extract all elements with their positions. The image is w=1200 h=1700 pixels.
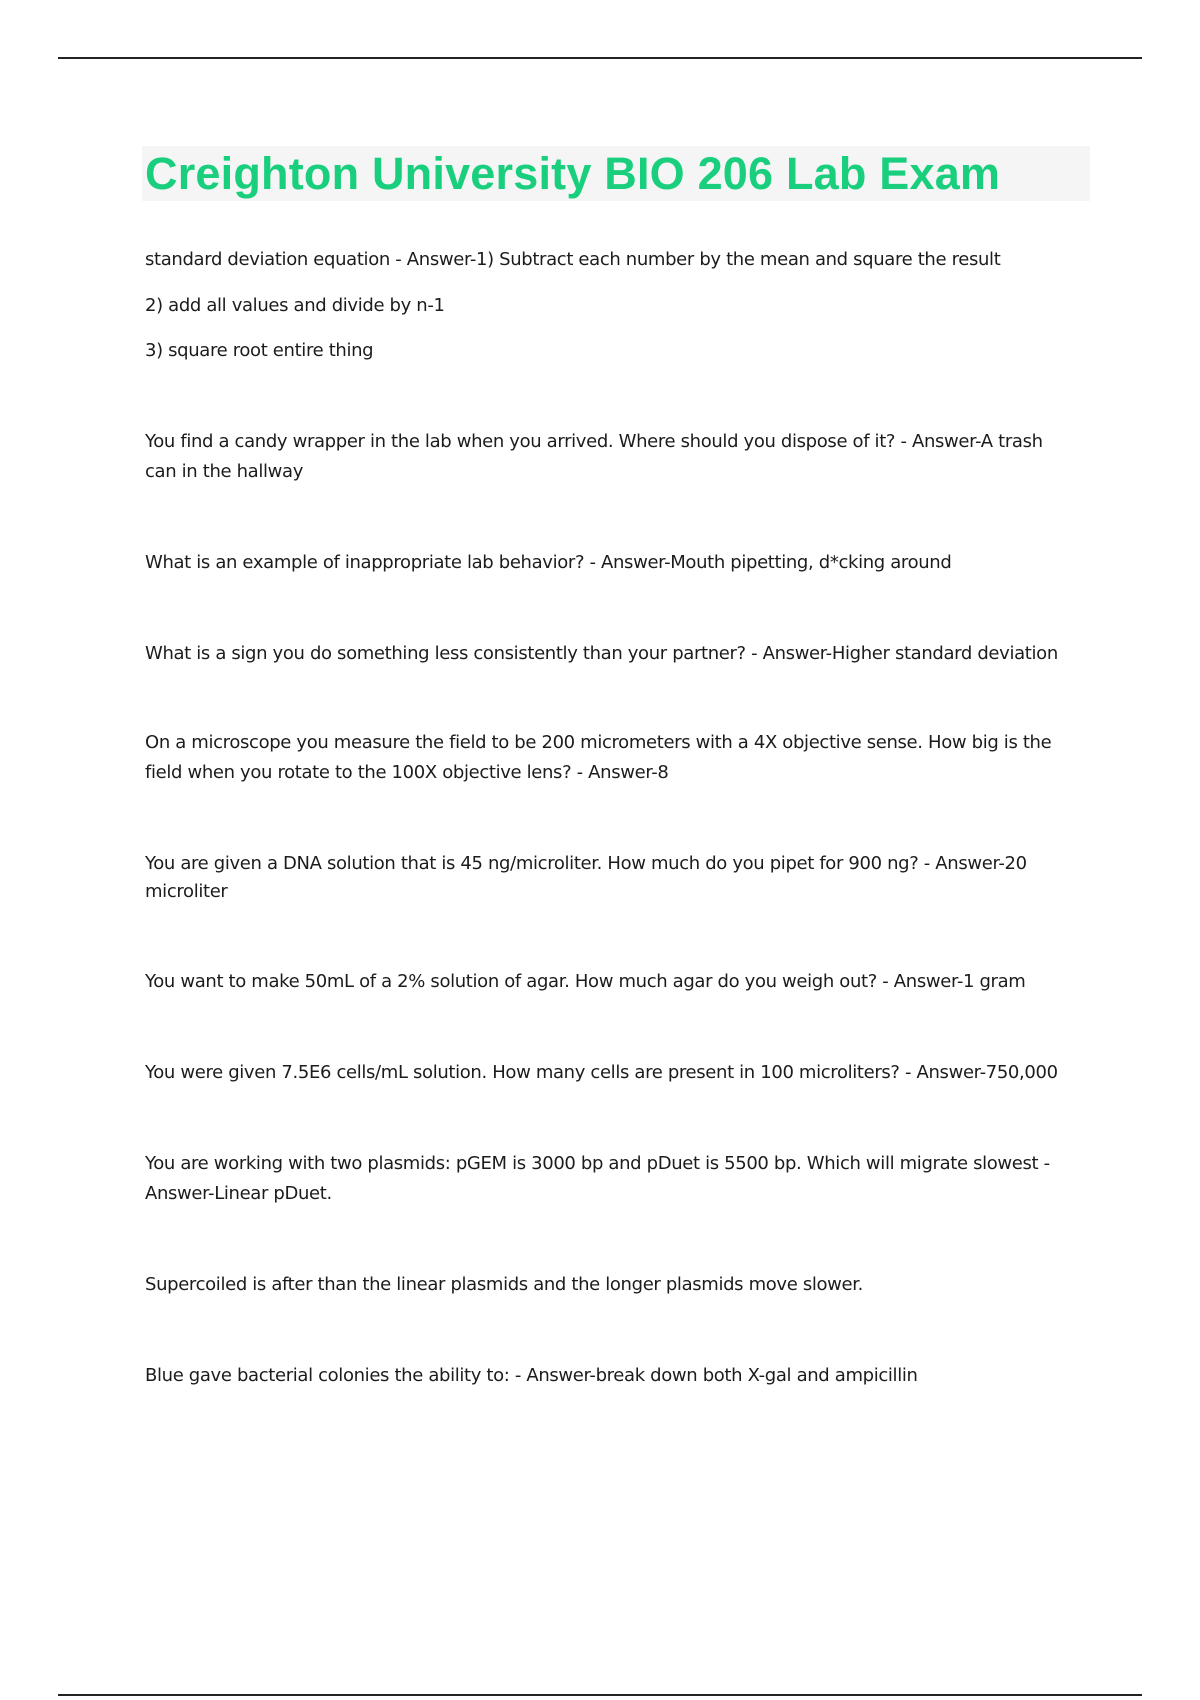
inappropriate-behavior-question: What is an example of inappropriate lab behavior? - Answer-Mouth pipetting, d*cking around bbox=[145, 552, 952, 573]
std-dev-step-2: 2) add all values and divide by n-1 bbox=[145, 295, 445, 316]
header-rule bbox=[58, 57, 1142, 59]
dna-solution-question-line-2: microliter bbox=[145, 881, 228, 902]
std-dev-step-3: 3) square root entire thing bbox=[145, 340, 374, 361]
document-title: Creighton University BIO 206 Lab Exam bbox=[145, 148, 1001, 199]
plasmid-question-line-1: You are working with two plasmids: pGEM is 3000 bp and pDuet is 5500 bp. Which will migrate slowest - bbox=[145, 1153, 1050, 1174]
std-dev-question: standard deviation equation - Answer-1) Subtract each number by the mean and square the result bbox=[145, 249, 1001, 270]
microscope-question-line-2: field when you rotate to the 100X objective lens? - Answer-8 bbox=[145, 762, 669, 783]
microscope-question-line-1: On a microscope you measure the field to be 200 micrometers with a 4X objective sense. How big is the bbox=[145, 732, 1052, 753]
blue-gave-question: Blue gave bacterial colonies the ability to: - Answer-break down both X-gal and ampicillin bbox=[145, 1365, 918, 1386]
consistency-question: What is a sign you do something less consistently than your partner? - Answer-Higher standard deviation bbox=[145, 643, 1058, 664]
supercoiled-note: Supercoiled is after than the linear plasmids and the longer plasmids move slower. bbox=[145, 1274, 864, 1295]
plasmid-question-line-2: Answer-Linear pDuet. bbox=[145, 1183, 332, 1204]
agar-solution-question: You want to make 50mL of a 2% solution of agar. How much agar do you weigh out? - Answer-1 gram bbox=[145, 971, 1026, 992]
footer-rule bbox=[58, 1694, 1142, 1696]
dna-solution-question-line-1: You are given a DNA solution that is 45 ng/microliter. How much do you pipet for 900 ng? - Answer-20 bbox=[145, 853, 1027, 874]
cell-count-question: You were given 7.5E6 cells/mL solution. How many cells are present in 100 microliters? - Answer-750,000 bbox=[145, 1062, 1058, 1083]
candy-wrapper-question-line-2: can in the hallway bbox=[145, 461, 303, 482]
candy-wrapper-question-line-1: You find a candy wrapper in the lab when you arrived. Where should you dispose of it? - Answer-A trash bbox=[145, 431, 1043, 452]
